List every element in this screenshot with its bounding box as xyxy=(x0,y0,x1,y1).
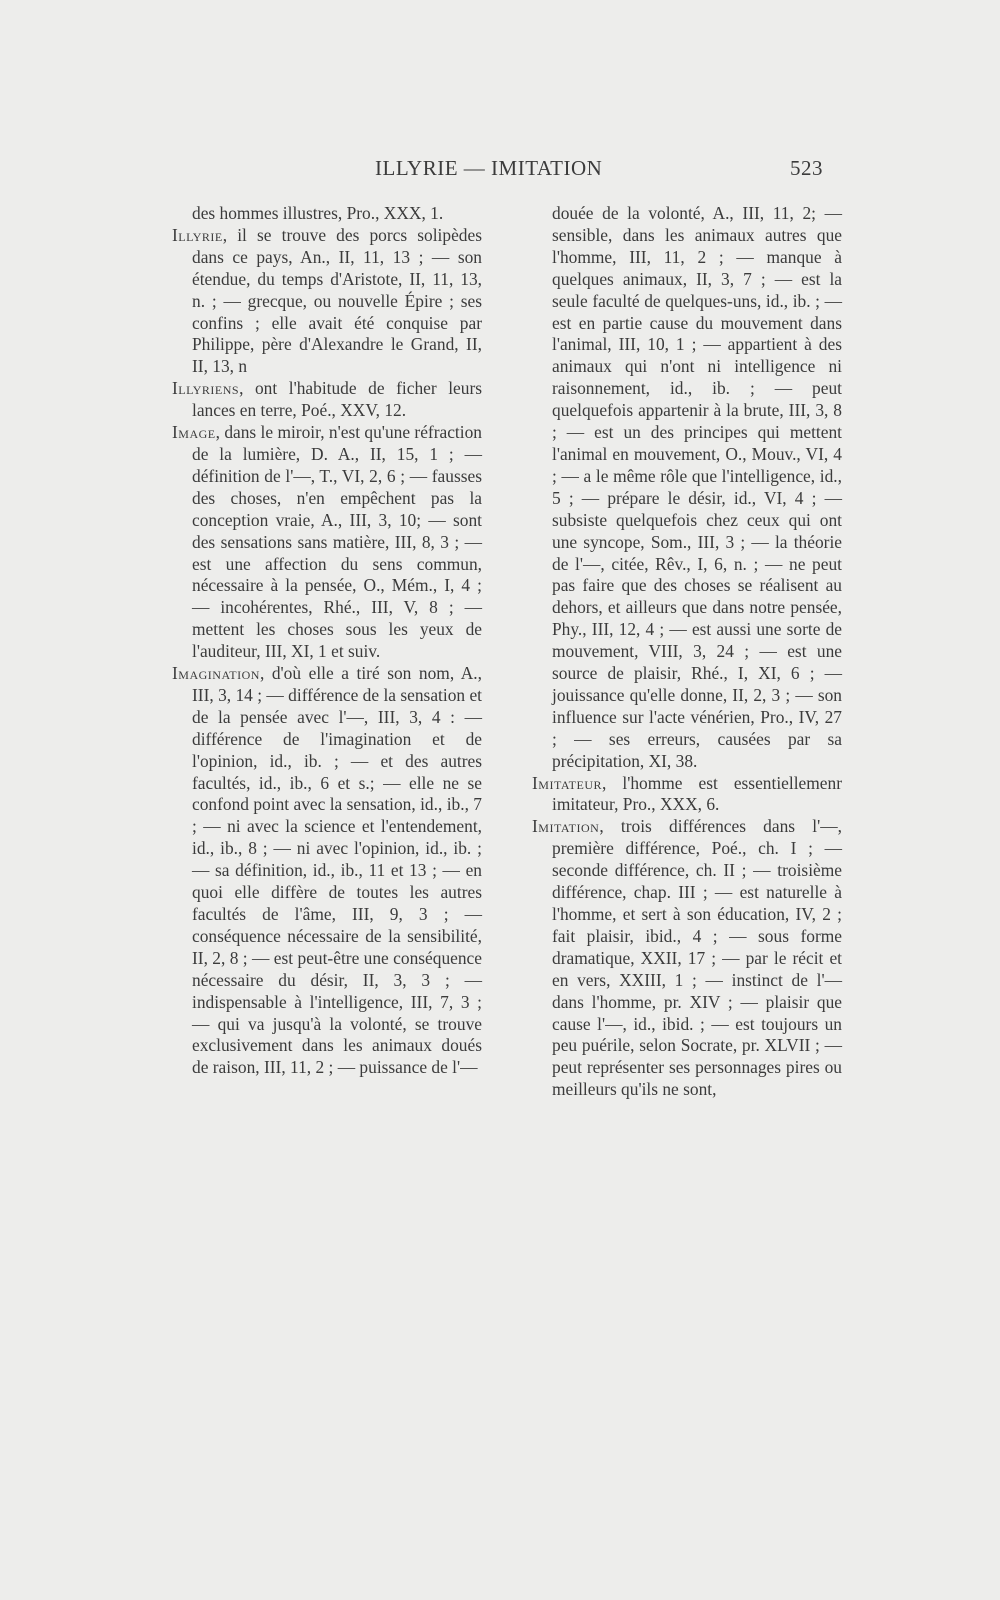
continued-entry: des hommes illustres, Pro., XXX, 1. xyxy=(192,203,444,223)
left-column xyxy=(172,203,482,1079)
entry-headword: Illyrie xyxy=(172,224,223,245)
entry-headword: Imitateur xyxy=(532,772,602,793)
index-entry-image xyxy=(172,422,482,663)
index-entry-imitation xyxy=(532,816,842,1101)
entry-text: , l'homme est essentiellemenr imitateur, Pro., XXX, 6. xyxy=(552,772,842,815)
entry-headword: Imitation xyxy=(532,816,600,837)
page-number: 523 xyxy=(790,156,823,180)
entry-headword: Illyriens xyxy=(172,378,240,399)
right-column xyxy=(532,203,842,1101)
index-entry-illyriens xyxy=(172,378,482,422)
entry-text: , il se trouve des porcs solipèdes dans ce pays, An., II, 11, 13 ; — son étendue, du temps d'Aristote, II, 11, 13, n. ; — grecque, ou nouvelle Épire ; ses confins ; elle avait été conquise par Philippe, père d'Alexandre le Grand, II, II, 13, n xyxy=(192,224,482,377)
entry-headword: Imagination xyxy=(172,663,260,684)
index-entry-illyrie xyxy=(172,225,482,378)
entry-text: , ont l'habitude de ficher leurs lances en terre, Poé., XXV, 12. xyxy=(192,378,482,421)
running-title: ILLYRIE — IMITATION xyxy=(375,156,603,180)
continued-entry: douée de la volonté, A., III, 11, 2; — sensible, dans les animaux autres que l'homme, III, 11, 2 ; — manque à quelques animaux, II, 3, 7 ; — est la seule faculté de quelques-uns, id., ib. ; — est en partie cause du mouvement dans l'animal, III, 10, 1 ; — appartient à des animaux qui n'ont ni intelligence ni raisonnement, id., ib. ; — peut quelquefois appartenir à la brute, III, 3, 8 ; — est un des principes qui mettent l'animal en mouvement, O., Mouv., VI, 4 ; — a le même rôle que l'intelligence, id., 5 ; — prépare le désir, id., VI, 4 ; — subsiste quelquefois chez ceux qui ont une syncope, Som., III, 3 ; — la théorie de l'—, citée, Rêv., I, 6, n. ; — ne peut pas faire que des choses se réalisent au dehors, et ailleurs que dans notre pensée, Phy., III, 12, 4 ; — est aussi une sorte de mouvement, VIII, 3, 24 ; — est une source de plaisir, Rhé., I, XI, 6 ; — jouissance qu'elle donne, II, 2, 3 ; — son influence sur l'acte vénérien, Pro., IV, 27 ; — ses erreurs, causées par sa précipitation, XI, 38. xyxy=(552,203,842,771)
index-entry-imagination xyxy=(172,663,482,1079)
index-entry-imitateur xyxy=(532,773,842,817)
entry-text: , dans le miroir, n'est qu'une réfraction de la lumière, D. A., II, 15, 1 ; — définition de l'—, T., VI, 2, 6 ; — fausses des choses, n'en empêchent pas la conception vraie, A., III, 3, 10; — sont des sensations sans matière, III, 8, 3 ; — est une affection du sens commun, nécessaire à la pensée, O., Mém., I, 4 ; — incohérentes, Rhé., III, V, 8 ; — mettent les choses sous les yeux de l'auditeur, III, XI, 1 et suiv. xyxy=(192,422,482,662)
entry-text: , d'où elle a tiré son nom, A., III, 3, 14 ; — différence de la sensation et de la pensée avec l'—, III, 3, 4 : — différence de l'imagination et de l'opinion, id., ib. ; — et des autres facultés, id., ib., 6 et s.; — elle ne se confond point avec la sensation, id., ib., 7 ; — ni avec la science et l'entendement, id., ib., 8 ; — ni avec l'opinion, id., ib. ; — sa définition, id., ib., 11 et 13 ; — en quoi elle diffère de toutes les autres facultés de l'âme, III, 9, 3 ; — conséquence nécessaire de la sensibilité, II, 2, 8 ; — est peut-être une conséquence nécessaire du désir, II, 3, 3 ; — indispensable à l'intelligence, III, 7, 3 ; — qui va jusqu'à la volonté, se trouve exclusivement dans les animaux doués de raison, III, 11, 2 ; — puissance de l'— xyxy=(192,663,482,1078)
entry-headword: Image xyxy=(172,422,216,443)
page-header xyxy=(0,156,1000,186)
entry-text: , trois différences dans l'—, première différence, Poé., ch. I ; — seconde différence, ch. II ; — troisième différence, chap. III ; — est naturelle à l'homme, et sert à son éducation, IV, 2 ; fait plaisir, ibid., 4 ; — sous forme dramatique, XXII, 17 ; — par le récit et en vers, XXIII, 1 ; — instinct de l'— dans l'homme, pr. XIV ; — plaisir que cause l'—, id., ibid. ; — est toujours un peu puérile, selon Socrate, pr. XLVII ; — peut représenter ses personnages pires ou meilleurs qu'ils ne sont, xyxy=(552,816,842,1100)
